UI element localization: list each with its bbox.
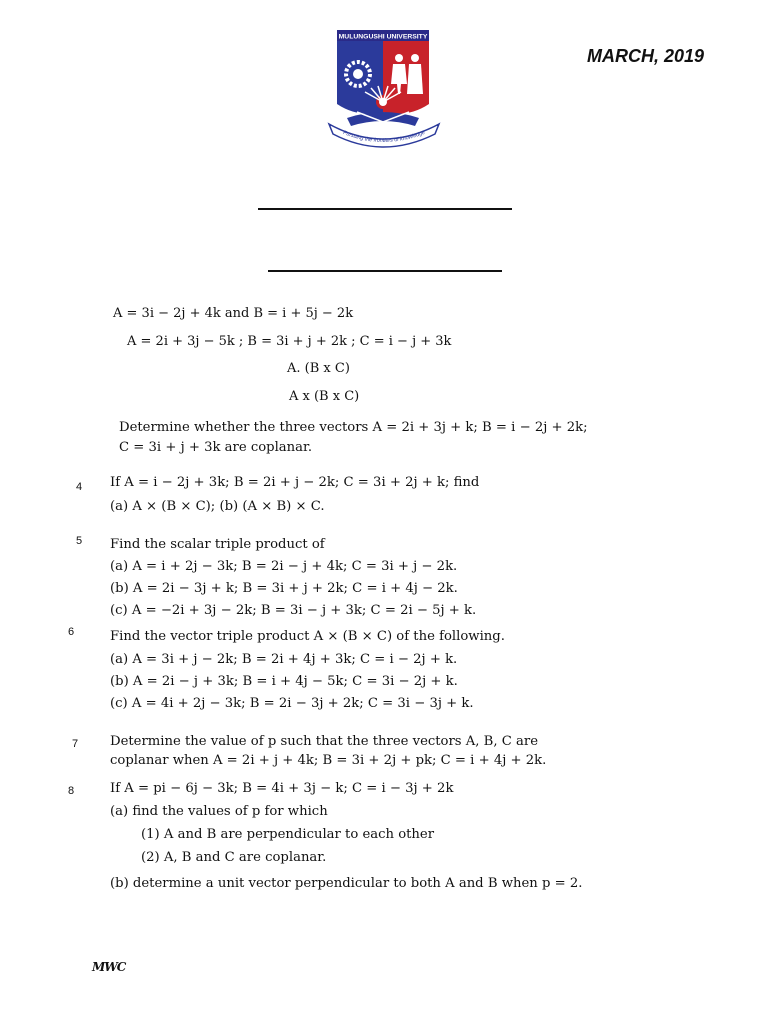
question-line: (a) A = i + 2j − 3k; B = 2i − j + 4k; C = 3i + j − 2k. bbox=[110, 559, 458, 574]
university-logo bbox=[323, 26, 445, 148]
exam-date: MARCH, 2019 bbox=[587, 46, 705, 66]
title-rule-2 bbox=[268, 270, 502, 272]
question-line: If A = pi − 6j − 3k; B = 4i + 3j − k; C = i − 3j + 2k bbox=[110, 781, 454, 796]
question-line: Determine the value of p such that the three vectors A, B, C are bbox=[110, 734, 538, 749]
question-line: (a) A × (B × C); (b) (A × B) × C. bbox=[110, 499, 325, 514]
question-line: (1) A and B are perpendicular to each other bbox=[141, 827, 435, 842]
coplanar-question-line-1: Determine whether the three vectors A = 2i + 3j + k; B = i − 2j + 2k; bbox=[119, 420, 588, 435]
equation-line-3: A. (B x C) bbox=[287, 361, 350, 376]
question-line: (a) find the values of p for which bbox=[110, 804, 328, 819]
question-line: (2) A, B and C are coplanar. bbox=[141, 850, 327, 865]
question-line: coplanar when A = 2i + j + 4k; B = 3i + 2j + pk; C = i + 4j + 2k. bbox=[110, 753, 547, 768]
equation-line-2: A = 2i + 3j − 5k ; B = 3i + j + 2k ; C = i − j + 3k bbox=[127, 334, 452, 349]
equation-line-1: A = 3i − 2j + 4k and B = i + 5j − 2k bbox=[113, 306, 354, 321]
question-line: (c) A = 4i + 2j − 3k; B = 2i − 3j + 2k; C = 3i − 3j + k. bbox=[110, 696, 474, 711]
question-line: (b) A = 2i − 3j + k; B = 3i + j + 2k; C = i + 4j − 2k. bbox=[110, 581, 458, 596]
question-line: (a) A = 3i + j − 2k; B = 2i + 4j + 3k; C = i − 2j + k. bbox=[110, 652, 458, 667]
question-line: Find the scalar triple product of bbox=[110, 537, 325, 552]
question-number: 6 bbox=[68, 626, 75, 638]
question-number: 4 bbox=[76, 481, 83, 493]
question-line: (c) A = −2i + 3j − 2k; B = 3i − j + 3k; C = 2i − 5j + k. bbox=[110, 603, 477, 618]
question-number: 7 bbox=[72, 738, 79, 750]
question-number: 8 bbox=[68, 785, 75, 797]
question-line: Find the vector triple product A × (B × C) of the following. bbox=[110, 629, 505, 644]
logo-university-name: MULUNGUSHI UNIVERSITY bbox=[338, 33, 428, 41]
question-line: If A = i − 2j + 3k; B = 2i + j − 2k; C = 3i + 2j + k; find bbox=[110, 475, 480, 490]
equation-line-4: A x (B x C) bbox=[289, 389, 360, 404]
question-number: 5 bbox=[76, 535, 83, 547]
question-line: (b) determine a unit vector perpendicular to both A and B when p = 2. bbox=[110, 876, 583, 891]
question-line: (b) A = 2i − j + 3k; B = i + 4j − 5k; C = 3i − 2j + k. bbox=[110, 674, 458, 689]
coplanar-question-line-2: C = 3i + j + 3k are coplanar. bbox=[119, 440, 313, 455]
title-rule-1 bbox=[258, 208, 512, 210]
footer-initials: MWC bbox=[92, 960, 126, 974]
logo-motto: Pursuing the frontiers of knowledge bbox=[342, 129, 426, 145]
